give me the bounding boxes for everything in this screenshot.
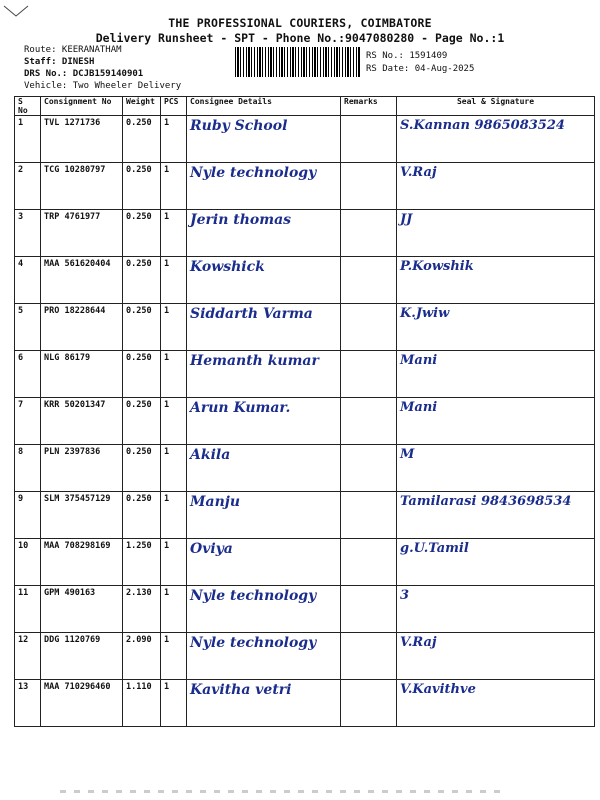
cell-remarks [341, 398, 397, 445]
cell-signature: JJ [397, 210, 595, 257]
cell-consignment: MAA 710296460 [41, 680, 123, 727]
cell-weight: 1.250 [123, 539, 161, 586]
cell-signature: g.U.Tamil [397, 539, 595, 586]
scan-artifact [60, 790, 500, 793]
cell-consignment: PLN 2397836 [41, 445, 123, 492]
cell-consignee: Siddarth Varma [187, 304, 341, 351]
column-header-consignee: Consignee Details [187, 97, 341, 116]
rs-number: RS No.: 1591409 [366, 51, 448, 61]
cell-signature: Mani [397, 351, 595, 398]
table-row [15, 351, 595, 398]
table-row [15, 492, 595, 539]
cell-pcs: 1 [161, 351, 187, 398]
drs-number: DRS No.: DCJB159140901 [24, 69, 144, 79]
column-header-sno: S No [15, 97, 41, 116]
table-row [15, 680, 595, 727]
cell-remarks [341, 304, 397, 351]
cell-consignee: Arun Kumar. [187, 398, 341, 445]
cell-weight: 2.090 [123, 633, 161, 680]
table-row [15, 398, 595, 445]
cell-remarks [341, 351, 397, 398]
cell-consignment: TVL 1271736 [41, 116, 123, 163]
cell-consignment: MAA 708298169 [41, 539, 123, 586]
cell-remarks [341, 116, 397, 163]
table-row [15, 116, 595, 163]
cell-remarks [341, 163, 397, 210]
cell-pcs: 1 [161, 398, 187, 445]
table-row [15, 304, 595, 351]
cell-weight: 0.250 [123, 210, 161, 257]
cell-sno: 6 [15, 351, 41, 398]
cell-consignee: Ruby School [187, 116, 341, 163]
barcode-icon [235, 47, 361, 77]
cell-weight: 0.250 [123, 445, 161, 492]
cell-remarks [341, 633, 397, 680]
cell-pcs: 1 [161, 257, 187, 304]
cell-sno: 12 [15, 633, 41, 680]
table-row [15, 445, 595, 492]
cell-consignee: Akila [187, 445, 341, 492]
cell-signature: Tamilarasi 9843698534 [397, 492, 595, 539]
cell-signature: K.Jwiw [397, 304, 595, 351]
cell-sno: 2 [15, 163, 41, 210]
cell-consignee: Jerin thomas [187, 210, 341, 257]
cell-sno: 9 [15, 492, 41, 539]
cell-signature: V.Raj [397, 163, 595, 210]
cell-consignment: DDG 1120769 [41, 633, 123, 680]
cell-weight: 0.250 [123, 398, 161, 445]
cell-weight: 1.110 [123, 680, 161, 727]
cell-remarks [341, 445, 397, 492]
document-title: THE PROFESSIONAL COURIERS, COIMBATORE [168, 16, 432, 30]
cell-consignee: Kowshick [187, 257, 341, 304]
table-row [15, 257, 595, 304]
cell-weight: 0.250 [123, 492, 161, 539]
cell-signature: V.Raj [397, 633, 595, 680]
runsheet-info-right [366, 50, 474, 76]
cell-sno: 10 [15, 539, 41, 586]
cell-sno: 5 [15, 304, 41, 351]
cell-consignee: Hemanth kumar [187, 351, 341, 398]
route-label: Route: KEERANATHAM [24, 45, 122, 55]
cell-sno: 1 [15, 116, 41, 163]
cell-consignee: Manju [187, 492, 341, 539]
cell-pcs: 1 [161, 116, 187, 163]
cell-consignment: KRR 50201347 [41, 398, 123, 445]
cell-pcs: 1 [161, 445, 187, 492]
table-header-row [15, 97, 595, 116]
cell-consignment: TRP 4761977 [41, 210, 123, 257]
cell-sno: 11 [15, 586, 41, 633]
cell-sno: 4 [15, 257, 41, 304]
cell-consignee: Kavitha vetri [187, 680, 341, 727]
cell-pcs: 1 [161, 680, 187, 727]
cell-signature: V.Kavithve [397, 680, 595, 727]
runsheet-subtitle: Delivery Runsheet - SPT - Phone No.:9047080280 - Page No.:1 [95, 31, 505, 45]
cell-pcs: 1 [161, 492, 187, 539]
cell-weight: 0.250 [123, 116, 161, 163]
cell-signature: S.Kannan 9865083524 [397, 116, 595, 163]
cell-pcs: 1 [161, 304, 187, 351]
cell-sno: 7 [15, 398, 41, 445]
cell-consignment: PRO 18228644 [41, 304, 123, 351]
column-header-consignment: Consignment No [41, 97, 123, 116]
cell-weight: 0.250 [123, 257, 161, 304]
rs-date: RS Date: 04-Aug-2025 [366, 64, 475, 74]
table-row [15, 210, 595, 257]
cell-consignment: GPM 490163 [41, 586, 123, 633]
table-row [15, 633, 595, 680]
cell-consignment: MAA 561620404 [41, 257, 123, 304]
runsheet-info-left [24, 44, 181, 92]
cell-pcs: 1 [161, 539, 187, 586]
cell-remarks [341, 492, 397, 539]
cell-pcs: 1 [161, 163, 187, 210]
column-header-weight: Weight [123, 97, 161, 116]
cell-remarks [341, 210, 397, 257]
cell-remarks [341, 257, 397, 304]
cell-sno: 3 [15, 210, 41, 257]
staff-label: Staff: DINESH [24, 57, 95, 67]
cell-signature: M [397, 445, 595, 492]
cell-consignment: NLG 86179 [41, 351, 123, 398]
cell-remarks [341, 680, 397, 727]
delivery-table [14, 96, 595, 727]
cell-weight: 2.130 [123, 586, 161, 633]
cell-weight: 0.250 [123, 163, 161, 210]
cell-consignee: Nyle technology [187, 633, 341, 680]
vehicle-label: Vehicle: Two Wheeler Delivery [24, 81, 182, 91]
column-header-seal: Seal & Signature [397, 97, 595, 116]
cell-consignment: TCG 10280797 [41, 163, 123, 210]
table-row [15, 586, 595, 633]
column-header-pcs: PCS [161, 97, 187, 116]
cell-weight: 0.250 [123, 351, 161, 398]
cell-signature: P.Kowshik [397, 257, 595, 304]
table-row [15, 539, 595, 586]
cell-sno: 8 [15, 445, 41, 492]
table-row [15, 163, 595, 210]
cell-consignee: Nyle technology [187, 586, 341, 633]
cell-consignee: Nyle technology [187, 163, 341, 210]
cell-sno: 13 [15, 680, 41, 727]
cell-weight: 0.250 [123, 304, 161, 351]
cell-signature: Mani [397, 398, 595, 445]
cell-pcs: 1 [161, 633, 187, 680]
cell-pcs: 1 [161, 586, 187, 633]
cell-signature: 3 [397, 586, 595, 633]
cell-remarks [341, 539, 397, 586]
cell-consignee: Oviya [187, 539, 341, 586]
cell-pcs: 1 [161, 210, 187, 257]
cell-consignment: SLM 375457129 [41, 492, 123, 539]
cell-remarks [341, 586, 397, 633]
column-header-remarks: Remarks [341, 97, 397, 116]
